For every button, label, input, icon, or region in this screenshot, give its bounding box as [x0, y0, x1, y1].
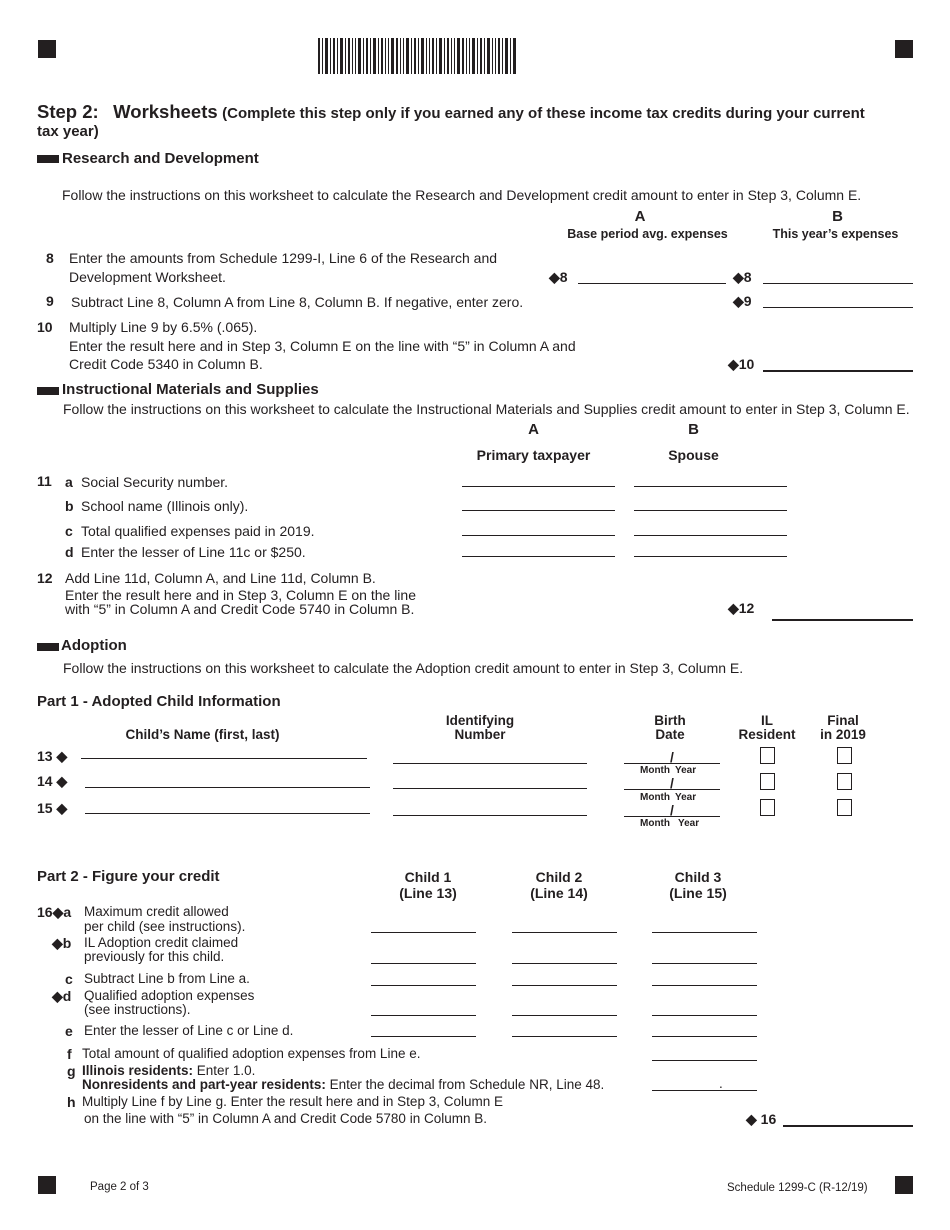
- line12-text-1: Add Line 11d, Column A, and Line 11d, Column B.: [65, 570, 376, 586]
- child-row-13-date-slash: /: [670, 749, 674, 765]
- line16f-tag: f: [67, 1046, 72, 1062]
- line16e-child3-field[interactable]: [652, 1036, 757, 1037]
- child2-line-ref: (Line 14): [530, 885, 588, 901]
- line8-a-tag: ◆8: [549, 269, 568, 285]
- line10-tag: ◆10: [728, 356, 755, 372]
- line16b-child1-field[interactable]: [371, 963, 476, 964]
- child-row-14-id-field[interactable]: [393, 788, 587, 789]
- part2-title: Part 2 - Figure your credit: [37, 868, 220, 885]
- line11c-letter: c: [65, 523, 73, 539]
- line11c-text: Total qualified expenses paid in 2019.: [81, 523, 315, 539]
- line16h-text-2: on the line with “5” in Column A and Credit Code 5780 in Column B.: [84, 1111, 487, 1126]
- line16d-tag: ◆d: [52, 988, 72, 1004]
- line10-field[interactable]: [763, 370, 913, 372]
- rd-col-a-label: Base period avg. expenses: [567, 227, 728, 241]
- line-number-12: 12: [37, 570, 53, 586]
- line16b-tag: ◆b: [52, 935, 72, 951]
- child-row-14-year-label: Year: [675, 792, 697, 803]
- line16h-tag: h: [67, 1094, 76, 1110]
- section-bar-ims: [37, 387, 59, 395]
- line16d-child3-field[interactable]: [652, 1015, 757, 1016]
- part1-title: Part 1 - Adopted Child Information: [37, 693, 281, 710]
- child-row-13-birth-date-field[interactable]: [624, 763, 720, 764]
- line16a-text-2: per child (see instructions).: [84, 919, 246, 934]
- line16f-field[interactable]: [652, 1060, 757, 1061]
- child-row-14-number: 14 ◆: [37, 773, 68, 789]
- line11d-col-b-field[interactable]: [634, 556, 787, 557]
- line8-text-2: Development Worksheet.: [69, 269, 226, 285]
- child-row-14-date-slash: /: [670, 775, 674, 791]
- child-row-14-month-label: Month: [640, 792, 670, 803]
- line16c-text-1: Subtract Line b from Line a.: [84, 971, 250, 986]
- ims-col-b-label: Spouse: [668, 447, 719, 463]
- line16c-child1-field[interactable]: [371, 985, 476, 986]
- child1-line-ref: (Line 13): [399, 885, 457, 901]
- line16e-child1-field[interactable]: [371, 1036, 476, 1037]
- line12-tag: ◆12: [728, 600, 755, 616]
- rd-col-a-letter: A: [634, 208, 646, 225]
- line-number-9: 9: [46, 293, 54, 309]
- line11b-col-b-field[interactable]: [634, 510, 787, 511]
- line10-text-3: Credit Code 5340 in Column B.: [69, 356, 263, 372]
- child-row-13-id-field[interactable]: [393, 763, 587, 764]
- title-note-continued: tax year): [37, 123, 99, 140]
- worksheets-title: Worksheets: [113, 101, 218, 122]
- line9-field[interactable]: [763, 307, 913, 308]
- line16a-text-1: Maximum credit allowed: [84, 904, 229, 919]
- line16e-text-1: Enter the lesser of Line c or Line d.: [84, 1023, 294, 1038]
- line-number-10: 10: [37, 319, 53, 335]
- line16a-child3-field[interactable]: [652, 932, 757, 933]
- page-number: Page 2 of 3: [90, 1181, 149, 1193]
- col-il: IL: [761, 713, 773, 728]
- line8-text-1: Enter the amounts from Schedule 1299-I, Line 6 of the Research and: [69, 250, 498, 266]
- registration-mark-bottom-right: [895, 1176, 913, 1194]
- line16e-child2-field[interactable]: [512, 1036, 617, 1037]
- line16-total-tag: ◆ 16: [746, 1111, 777, 1127]
- line16d-child2-field[interactable]: [512, 1015, 617, 1016]
- line16g-text-1: [82, 1063, 255, 1078]
- line11c-col-b-field[interactable]: [634, 535, 787, 536]
- registration-mark-top-right: [895, 40, 913, 58]
- line11a-col-b-field[interactable]: [634, 486, 787, 487]
- child-row-13-month-label: Month: [640, 765, 670, 776]
- child-row-14-il-resident-checkbox[interactable]: [760, 773, 775, 790]
- line11a-text: Social Security number.: [81, 474, 229, 490]
- child-row-15-year-label: Year: [678, 818, 700, 829]
- child-row-13-number: 13 ◆: [37, 748, 68, 764]
- line9-tag: ◆9: [733, 293, 752, 309]
- child1-header: Child 1: [404, 869, 452, 885]
- line16c-child3-field[interactable]: [652, 985, 757, 986]
- ims-col-a-label: Primary taxpayer: [476, 447, 591, 463]
- child-row-15-month-label: Month: [640, 818, 670, 829]
- line11a-letter: a: [65, 474, 73, 490]
- line8-col-b-field[interactable]: [763, 283, 913, 284]
- line16a-tag: 16◆a: [37, 904, 72, 920]
- col-number: Number: [454, 727, 506, 742]
- line16b-child3-field[interactable]: [652, 963, 757, 964]
- line16f-text-1: Total amount of qualified adoption expenses from Line e.: [82, 1046, 421, 1061]
- ims-col-a-letter: A: [528, 421, 539, 438]
- child-row-14-final-checkbox[interactable]: [837, 773, 852, 790]
- line16g-decimal-point: .: [719, 1076, 723, 1091]
- child-row-14-name-field[interactable]: [85, 787, 370, 788]
- section-bar-rd: [37, 155, 59, 163]
- line11d-col-a-field[interactable]: [462, 556, 615, 557]
- line16g-nonresidents-text: Enter the decimal from Schedule NR, Line 48.: [329, 1077, 605, 1092]
- adoption-heading: Adoption: [61, 637, 127, 654]
- col-child-name: Child’s Name (first, last): [125, 727, 280, 742]
- line12-text-3: with “5” in Column A and Credit Code 5740 in Column B.: [65, 601, 415, 617]
- col-birth: Birth: [654, 713, 686, 728]
- col-in-2019: in 2019: [820, 727, 866, 742]
- child-row-15-name-field[interactable]: [85, 813, 370, 814]
- ims-instructions: Follow the instructions on this worksheet to calculate the Instructional Materials and Supplies credit amount to enter in Step 3, Column E.: [63, 401, 910, 417]
- line16d-text-1: Qualified adoption expenses: [84, 988, 255, 1003]
- rd-heading: Research and Development: [62, 150, 259, 167]
- step-label: Step 2:: [37, 101, 99, 122]
- line8-col-a-field[interactable]: [578, 283, 726, 284]
- line16c-tag: c: [65, 971, 73, 987]
- child-row-13-il-resident-checkbox[interactable]: [760, 747, 775, 764]
- line11d-text: Enter the lesser of Line 11c or $250.: [81, 544, 306, 560]
- rd-col-b-letter: B: [832, 208, 843, 225]
- child-row-15-final-checkbox[interactable]: [837, 799, 852, 816]
- col-date: Date: [655, 727, 685, 742]
- line12-field[interactable]: [772, 619, 913, 621]
- line11d-letter: d: [65, 544, 74, 560]
- child-row-15-number: 15 ◆: [37, 800, 68, 816]
- line16g-residents-label: Illinois residents:: [82, 1063, 194, 1078]
- child2-header: Child 2: [535, 869, 583, 885]
- line16b-text-1: IL Adoption credit claimed: [84, 935, 239, 950]
- line10-text-2: Enter the result here and in Step 3, Column E on the line with “5” in Column A and: [69, 338, 576, 354]
- section-bar-adoption: [37, 643, 59, 651]
- col-final: Final: [827, 713, 859, 728]
- child3-line-ref: (Line 15): [669, 885, 727, 901]
- child-row-13-final-checkbox[interactable]: [837, 747, 852, 764]
- line10-text-1: Multiply Line 9 by 6.5% (.065).: [69, 319, 258, 335]
- line-number-8: 8: [46, 250, 54, 266]
- line12-text-2: Enter the result here and in Step 3, Column E on the line: [65, 587, 416, 603]
- line16a-child2-field[interactable]: [512, 932, 617, 933]
- rd-instructions: Follow the instructions on this worksheet to calculate the Research and Development credit amount to enter in Step 3, Column E.: [62, 187, 862, 203]
- child-row-15-date-slash: /: [670, 802, 674, 818]
- line16d-text-2: (see instructions).: [84, 1002, 191, 1017]
- line16g-nonresidents-label: Nonresidents and part-year residents:: [82, 1077, 326, 1092]
- ims-col-b-letter: B: [688, 421, 699, 438]
- registration-mark-bottom-left: [38, 1176, 56, 1194]
- line16g-residents-text: Enter 1.0.: [196, 1063, 256, 1078]
- line9-text: Subtract Line 8, Column A from Line 8, Column B. If negative, enter zero.: [71, 294, 524, 310]
- page-title: [37, 101, 865, 123]
- adoption-instructions: Follow the instructions on this worksheet to calculate the Adoption credit amount to enter in Step 3, Column E.: [63, 660, 744, 676]
- line16h-text-1: Multiply Line f by Line g. Enter the result here and in Step 3, Column E: [82, 1094, 503, 1109]
- line16g-tag: g: [67, 1063, 76, 1079]
- line16g-text-2: [82, 1077, 604, 1092]
- line16-total-field[interactable]: [783, 1125, 913, 1127]
- line11c-col-a-field[interactable]: [462, 535, 615, 536]
- line16b-text-2: previously for this child.: [84, 949, 225, 964]
- line16e-tag: e: [65, 1023, 73, 1039]
- child-row-15-id-field[interactable]: [393, 815, 587, 816]
- child-row-14-birth-date-field[interactable]: [624, 789, 720, 790]
- line16a-child1-field[interactable]: [371, 932, 476, 933]
- col-resident: Resident: [738, 727, 796, 742]
- registration-mark-top-left: [38, 40, 56, 58]
- line11b-text: School name (Illinois only).: [81, 498, 249, 514]
- child-row-15-birth-date-field[interactable]: [624, 816, 720, 817]
- child-row-15-il-resident-checkbox[interactable]: [760, 799, 775, 816]
- line11b-col-a-field[interactable]: [462, 510, 615, 511]
- child-row-13-year-label: Year: [675, 765, 697, 776]
- line16c-child2-field[interactable]: [512, 985, 617, 986]
- line-number-11: 11: [37, 473, 52, 489]
- rd-col-b-label: This year’s expenses: [772, 227, 899, 241]
- line8-b-tag: ◆8: [733, 269, 752, 285]
- line16d-child1-field[interactable]: [371, 1015, 476, 1016]
- child3-header: Child 3: [674, 869, 722, 885]
- ims-heading: Instructional Materials and Supplies: [62, 381, 319, 398]
- child-row-13-name-field[interactable]: [81, 758, 367, 759]
- line16g-field[interactable]: [652, 1090, 757, 1091]
- form-identifier: Schedule 1299-C (R-12/19): [727, 1182, 868, 1194]
- line11b-letter: b: [65, 498, 74, 514]
- barcode: [318, 38, 516, 74]
- line11a-col-a-field[interactable]: [462, 486, 615, 487]
- line16b-child2-field[interactable]: [512, 963, 617, 964]
- col-identifying: Identifying: [445, 713, 515, 728]
- title-note: (Complete this step only if you earned any of these income tax credits during your current: [222, 105, 865, 122]
